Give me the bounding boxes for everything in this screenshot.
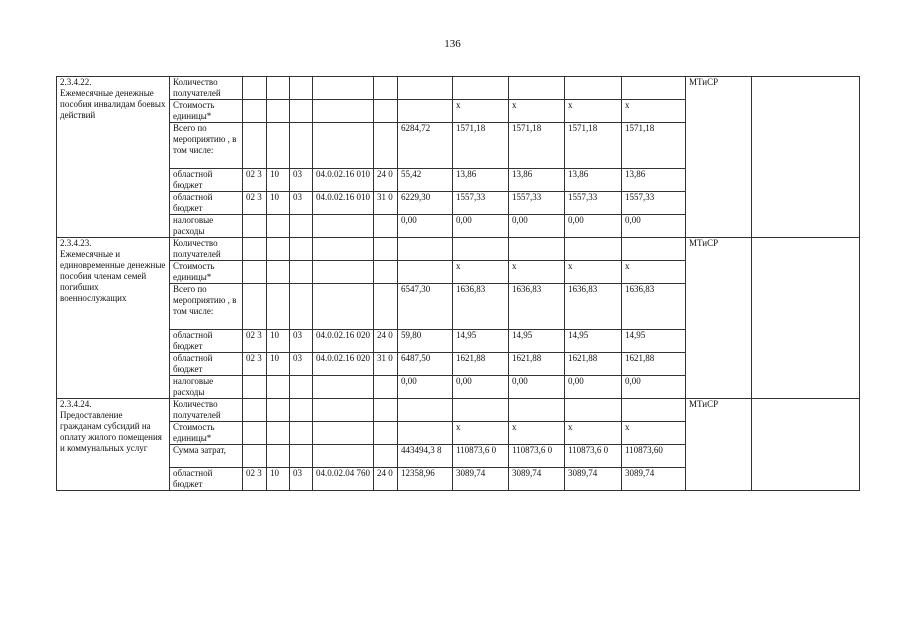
- table-cell: [374, 77, 398, 100]
- table-cell: [374, 284, 398, 330]
- table-cell: [290, 399, 313, 422]
- table-cell: [374, 376, 398, 399]
- table-cell: 14,95: [453, 330, 509, 353]
- table-cell: 03: [290, 468, 313, 491]
- table-cell: 1621,88: [565, 353, 622, 376]
- table-cell: 02 3: [243, 330, 267, 353]
- executor-cell: МТиСР: [686, 238, 752, 399]
- table-cell: 443494,3 8: [398, 445, 453, 468]
- table-cell: [622, 238, 686, 261]
- table-cell: 0,00: [565, 376, 622, 399]
- table-cell: 0,00: [453, 376, 509, 399]
- table-cell: 0,00: [565, 215, 622, 238]
- table-cell: [243, 422, 267, 445]
- table-cell: [313, 261, 374, 284]
- table-cell: 3089,74: [565, 468, 622, 491]
- table-cell: 1636,83: [565, 284, 622, 330]
- table-cell: 55,42: [398, 169, 453, 192]
- row-label: Стоимость единицы*: [170, 100, 243, 123]
- table-cell: 1571,18: [565, 123, 622, 169]
- row-label: областной бюджет: [170, 468, 243, 491]
- table-cell: [374, 215, 398, 238]
- empty-cell: [752, 399, 860, 491]
- table-cell: [267, 77, 290, 100]
- table-cell: 0,00: [398, 215, 453, 238]
- table-cell: [509, 238, 565, 261]
- table-cell: 31 0: [374, 353, 398, 376]
- table-cell: [313, 399, 374, 422]
- table-cell: [243, 100, 267, 123]
- table-cell: x: [622, 100, 686, 123]
- table-cell: 10: [267, 192, 290, 215]
- table-cell: 02 3: [243, 468, 267, 491]
- table-cell: x: [565, 261, 622, 284]
- table-cell: 03: [290, 192, 313, 215]
- table-cell: 14,95: [509, 330, 565, 353]
- table-cell: [267, 422, 290, 445]
- table-cell: 1636,83: [509, 284, 565, 330]
- table-cell: [374, 238, 398, 261]
- table-cell: [243, 261, 267, 284]
- table-cell: [622, 77, 686, 100]
- table-cell: 10: [267, 353, 290, 376]
- row-label: областной бюджет: [170, 169, 243, 192]
- table-cell: 1571,18: [453, 123, 509, 169]
- table-cell: 0,00: [622, 376, 686, 399]
- table-cell: 03: [290, 330, 313, 353]
- table-cell: 1571,18: [509, 123, 565, 169]
- table-cell: 0,00: [509, 215, 565, 238]
- table-cell: [313, 238, 374, 261]
- table-cell: [398, 100, 453, 123]
- table-cell: [267, 123, 290, 169]
- table-cell: 24 0: [374, 468, 398, 491]
- table-cell: x: [509, 261, 565, 284]
- table-cell: [290, 261, 313, 284]
- table-cell: 0,00: [509, 376, 565, 399]
- table-cell: 3089,74: [509, 468, 565, 491]
- table-cell: 13,86: [622, 169, 686, 192]
- table-cell: [374, 399, 398, 422]
- table-cell: [290, 238, 313, 261]
- table-cell: 6547,30: [398, 284, 453, 330]
- table-cell: x: [565, 422, 622, 445]
- table-cell: [565, 399, 622, 422]
- table-cell: [509, 399, 565, 422]
- table-cell: 0,00: [622, 215, 686, 238]
- table-cell: 1621,88: [509, 353, 565, 376]
- table-cell: 1557,33: [453, 192, 509, 215]
- table-cell: 1557,33: [509, 192, 565, 215]
- table-cell: 13,86: [509, 169, 565, 192]
- table-cell: [565, 238, 622, 261]
- table-cell: [290, 100, 313, 123]
- table-cell: 110873,6 0: [509, 445, 565, 468]
- table-cell: 1557,33: [565, 192, 622, 215]
- table-cell: 0,00: [398, 376, 453, 399]
- table-cell: [313, 100, 374, 123]
- table-cell: [243, 77, 267, 100]
- table-cell: [290, 422, 313, 445]
- row-label: областной бюджет: [170, 330, 243, 353]
- table-cell: [453, 77, 509, 100]
- table-cell: [267, 445, 290, 468]
- table-cell: [398, 77, 453, 100]
- table-cell: [313, 445, 374, 468]
- table-cell: [267, 376, 290, 399]
- table-cell: x: [453, 261, 509, 284]
- table-cell: [313, 215, 374, 238]
- row-label: областной бюджет: [170, 192, 243, 215]
- table-cell: [398, 399, 453, 422]
- table-cell: 10: [267, 468, 290, 491]
- table-cell: 31 0: [374, 192, 398, 215]
- table-cell: 02 3: [243, 353, 267, 376]
- table-row: [57, 238, 860, 261]
- table-cell: 04.0.02.16 010: [313, 192, 374, 215]
- section-title: 2.3.4.23. Ежемесячные и единовременные денежные пособия членам семей погибших военнослужащих: [57, 238, 170, 399]
- row-label: налоговые расходы: [170, 376, 243, 399]
- table-cell: 04.0.02.04 760: [313, 468, 374, 491]
- row-label: Количество получателей: [170, 238, 243, 261]
- table-cell: [243, 215, 267, 238]
- table-cell: [290, 376, 313, 399]
- row-label: Стоимость единицы*: [170, 261, 243, 284]
- table-cell: [313, 422, 374, 445]
- table-cell: [398, 261, 453, 284]
- row-label: Количество получателей: [170, 77, 243, 100]
- table-cell: x: [565, 100, 622, 123]
- table-cell: [565, 77, 622, 100]
- table-cell: 0,00: [453, 215, 509, 238]
- table-cell: x: [453, 100, 509, 123]
- table-cell: [374, 100, 398, 123]
- table-cell: 1621,88: [453, 353, 509, 376]
- table-cell: [243, 399, 267, 422]
- section-title: 2.3.4.22. Ежемесячные денежные пособия инвалидам боевых действий: [57, 77, 170, 238]
- table-cell: [453, 399, 509, 422]
- table-cell: x: [509, 422, 565, 445]
- table-cell: 04.0.02.16 020: [313, 353, 374, 376]
- table-cell: [290, 123, 313, 169]
- table-cell: 03: [290, 353, 313, 376]
- row-label: Сумма затрат,: [170, 445, 243, 468]
- table-cell: 3089,74: [622, 468, 686, 491]
- table-cell: 04.0.02.16 020: [313, 330, 374, 353]
- table-cell: 10: [267, 330, 290, 353]
- table-cell: 6487,50: [398, 353, 453, 376]
- table-cell: [267, 100, 290, 123]
- table-cell: 6229,30: [398, 192, 453, 215]
- row-label: Стоимость единицы*: [170, 422, 243, 445]
- table-cell: [374, 123, 398, 169]
- table-cell: [398, 422, 453, 445]
- table-cell: [243, 238, 267, 261]
- table-cell: [453, 238, 509, 261]
- table-cell: 1621,88: [622, 353, 686, 376]
- table-cell: x: [622, 422, 686, 445]
- table-cell: 02 3: [243, 169, 267, 192]
- table-cell: x: [622, 261, 686, 284]
- table-cell: x: [509, 100, 565, 123]
- row-label: налоговые расходы: [170, 215, 243, 238]
- section-title: 2.3.4.24. Предоставление гражданам субсидий на оплату жилого помещения и коммунальных услуг: [57, 399, 170, 491]
- row-label: Всего по мероприятию , в том числе:: [170, 284, 243, 330]
- table-cell: 10: [267, 169, 290, 192]
- row-label: Всего по мероприятию , в том числе:: [170, 123, 243, 169]
- table-cell: 1557,33: [622, 192, 686, 215]
- table-cell: 1636,83: [622, 284, 686, 330]
- table-cell: [243, 445, 267, 468]
- table-cell: 03: [290, 169, 313, 192]
- table-cell: 13,86: [565, 169, 622, 192]
- table-cell: [290, 215, 313, 238]
- table-cell: [290, 284, 313, 330]
- table-cell: [313, 284, 374, 330]
- row-label: Количество получателей: [170, 399, 243, 422]
- table-cell: 04.0.02.16 010: [313, 169, 374, 192]
- table-cell: 59,80: [398, 330, 453, 353]
- table-cell: 3089,74: [453, 468, 509, 491]
- table-cell: [398, 238, 453, 261]
- table-cell: 6284,72: [398, 123, 453, 169]
- table-row: [57, 399, 860, 422]
- table-cell: 12358,96: [398, 468, 453, 491]
- executor-cell: МТиСР: [686, 77, 752, 238]
- table-cell: [243, 123, 267, 169]
- table-cell: [374, 261, 398, 284]
- table-cell: [267, 284, 290, 330]
- table-cell: [509, 77, 565, 100]
- empty-cell: [752, 238, 860, 399]
- table-cell: [243, 284, 267, 330]
- table-cell: 24 0: [374, 330, 398, 353]
- table-cell: 110873,60: [622, 445, 686, 468]
- table-cell: 1571,18: [622, 123, 686, 169]
- table-cell: [267, 215, 290, 238]
- table-cell: x: [453, 422, 509, 445]
- page-number: 136: [444, 38, 461, 50]
- table-cell: [313, 77, 374, 100]
- table-cell: 110873,6 0: [565, 445, 622, 468]
- table-cell: 110873,6 0: [453, 445, 509, 468]
- row-label: областной бюджет: [170, 353, 243, 376]
- table-cell: 14,95: [622, 330, 686, 353]
- table-cell: 13,86: [453, 169, 509, 192]
- table-cell: [267, 238, 290, 261]
- table-cell: [243, 376, 267, 399]
- table-cell: 24 0: [374, 169, 398, 192]
- budget-table: [56, 76, 860, 491]
- table-cell: [313, 123, 374, 169]
- table-cell: [374, 445, 398, 468]
- table-cell: [290, 445, 313, 468]
- table-row: [57, 77, 860, 100]
- table-cell: [267, 261, 290, 284]
- executor-cell: МТиСР: [686, 399, 752, 491]
- table-cell: 14,95: [565, 330, 622, 353]
- table-cell: [313, 376, 374, 399]
- table-cell: [374, 422, 398, 445]
- table-cell: 02 3: [243, 192, 267, 215]
- table-cell: 1636,83: [453, 284, 509, 330]
- table-cell: [290, 77, 313, 100]
- table-cell: [622, 399, 686, 422]
- empty-cell: [752, 77, 860, 238]
- table-cell: [267, 399, 290, 422]
